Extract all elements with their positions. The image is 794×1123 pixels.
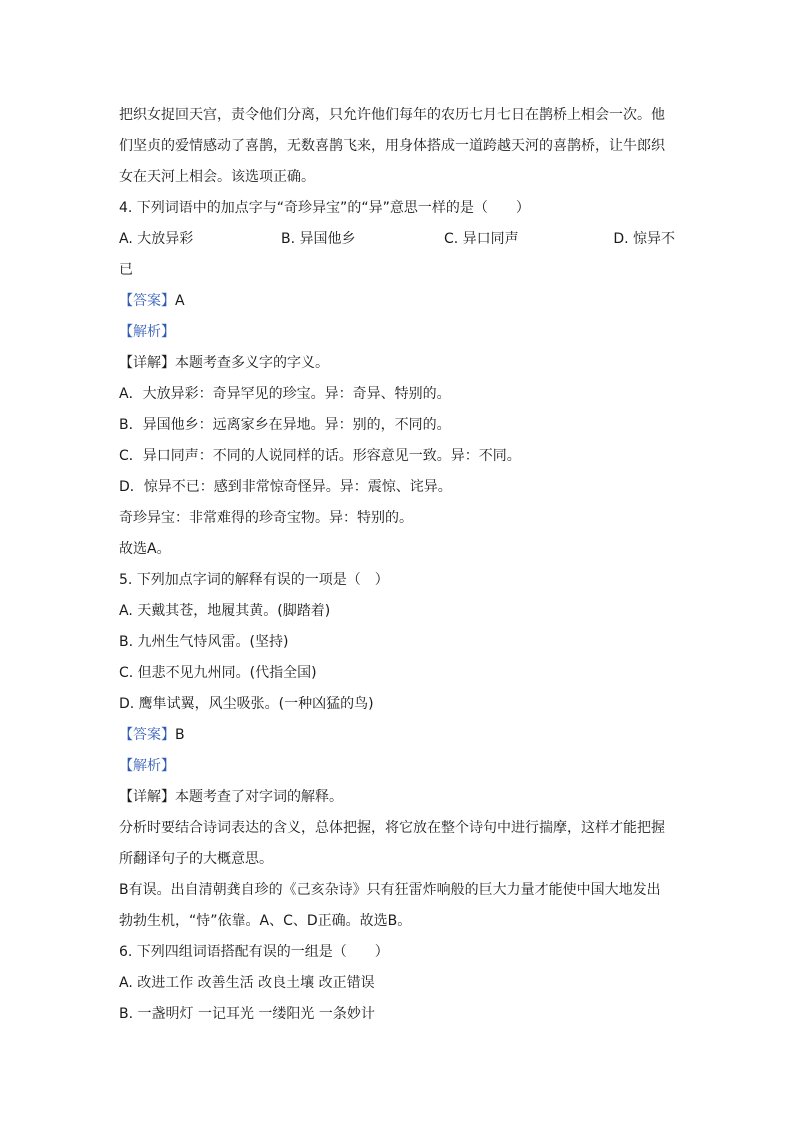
q4-option-b: B. 异国他乡 [281,231,356,247]
detail-text: 本题考查了对字词的解释。 [175,789,343,805]
q4-option-d-continued: 已 [119,262,133,278]
q5-analysis-p2-line1: B有误。出自清朝龚自珍的《己亥杂诗》只有狂雷炸响般的巨大力量才能使中国大地发出 [119,882,661,898]
q5-stem: 5. 下列加点字词的解释有误的一项是（ ） [119,572,389,588]
answer-value: A [175,293,185,309]
q5-option-a: A. 天戴其苍，地履其黄。(脚踏着) [119,603,331,619]
q4-option-c: C. 异口同声 [444,231,519,247]
q5-option-d: D. 鹰隼试翼，风尘吸张。(一种凶猛的鸟) [119,696,374,712]
q4-analysis-label: 【解析】 [119,324,175,340]
q5-analysis-p1-line2: 所翻译句子的大概意思。 [119,851,273,867]
answer-label: 【答案】 [119,293,175,309]
q6-option-a: A. 改进工作 改善生活 改良土壤 改正错误 [119,975,375,991]
q4-explain-c: C．异口同声：不同的人说同样的话。形容意见一致。异：不同。 [119,448,521,464]
q4-explain-d: D．惊异不已：感到非常惊奇怪异。异：震惊、诧异。 [119,479,452,495]
q4-explain-a: A．大放异彩：奇异罕见的珍宝。异：奇异、特别的。 [119,386,451,402]
q4-option-d: D. 惊异不 [613,231,675,247]
q5-detail [119,782,675,813]
answer-value: B [175,727,185,743]
q5-analysis-p1-line1: 分析时要结合诗词表达的含义，总体把握，将它放在整个诗句中进行揣摩，这样才能把握 [119,820,665,836]
document-page [119,100,675,1030]
q4-conclusion: 故选A。 [119,541,171,557]
detail-label: 【详解】 [119,355,175,371]
q4-options [119,224,675,255]
intro-line-3: 女在天河上相会。该选项正确。 [119,169,315,185]
intro-line-2: 们坚贞的爱情感动了喜鹊，无数喜鹊飞来，用身体搭成一道跨越天河的喜鹊桥，让牛郎织 [119,138,665,154]
q4-option-a: A. 大放异彩 [119,231,194,247]
detail-label: 【详解】 [119,789,175,805]
q6-stem: 6. 下列四组词语搭配有误的一组是（ ） [119,944,389,960]
q4-answer [119,286,675,317]
q5-answer [119,720,675,751]
intro-line-1: 把织女捉回天宫，责令他们分离，只允许他们每年的农历七月七日在鹊桥上相会一次。他 [119,107,665,123]
q5-option-c: C. 但悲不见九州同。(代指全国) [119,665,317,681]
q5-analysis-p2-line2: 勃勃生机，“恃”依靠。A、C、D正确。故选B。 [119,913,412,929]
q5-analysis-label: 【解析】 [119,758,175,774]
q4-stem: 4. 下列词语中的加点字与“奇珍异宝”的“异”意思一样的是（ ） [119,200,530,216]
q6-option-b: B. 一盏明灯 一记耳光 一缕阳光 一条妙计 [119,1006,375,1022]
q4-explain-b: B．异国他乡：远离家乡在异地。异：别的，不同的。 [119,417,451,433]
q4-detail [119,348,675,379]
q4-explain-reference: 奇珍异宝：非常难得的珍奇宝物。异：特别的。 [119,510,413,526]
detail-text: 本题考查多义字的字义。 [175,355,329,371]
q5-option-b: B. 九州生气恃风雷。(坚持) [119,634,289,650]
answer-label: 【答案】 [119,727,175,743]
